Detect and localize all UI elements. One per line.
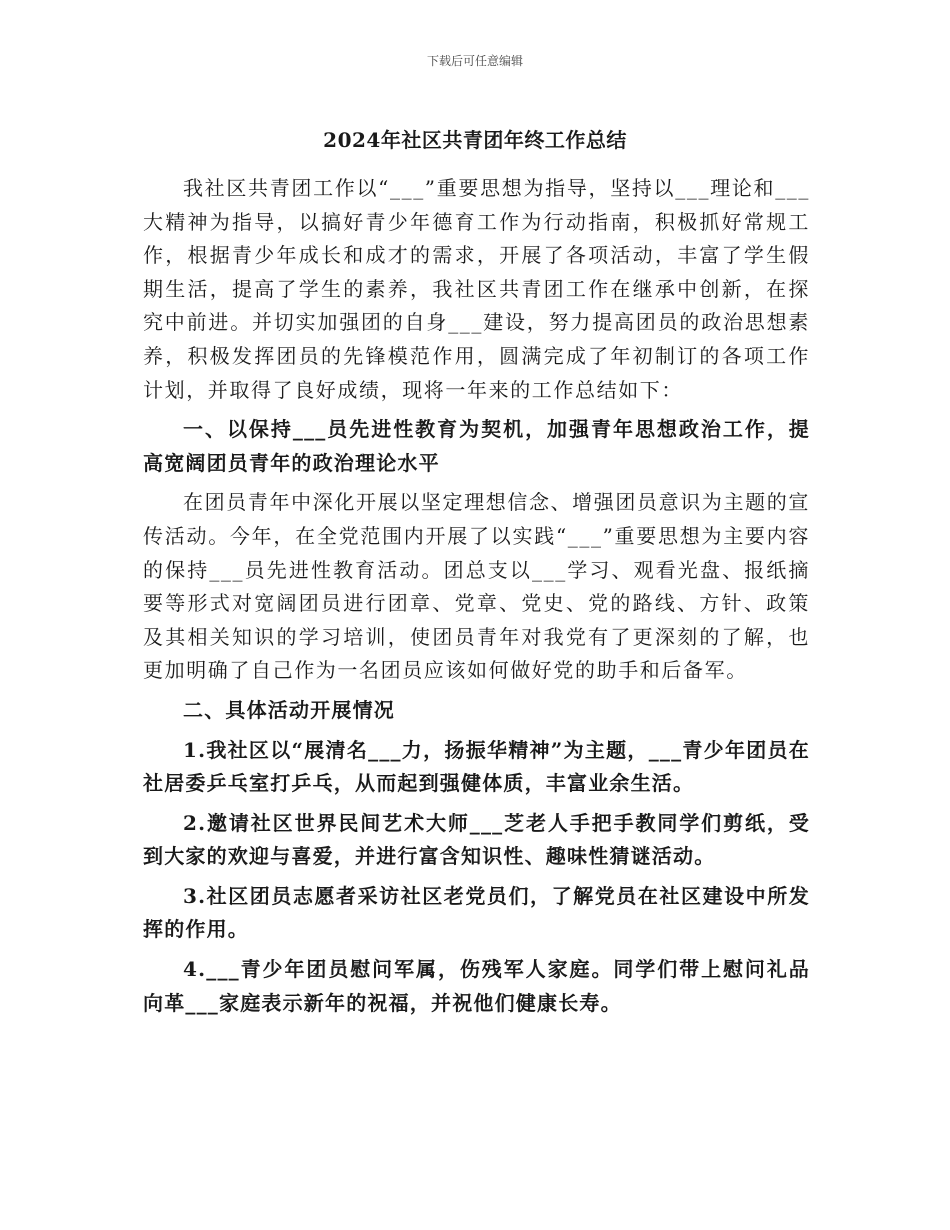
- activity-item-1: 1.我社区以“展清名___力，扬振华精神”为主题，___青少年团员在社居委乒乓室打乒乓，从而起到强健体质，丰富业余生活。: [143, 737, 810, 796]
- section-heading-2: 二、具体活动开展情况: [183, 697, 395, 722]
- document-title: 2024年社区共青团年终工作总结: [323, 128, 627, 152]
- activity-item-3: 3.社区团员志愿者采访社区老党员们，了解党员在社区建设中所发挥的作用。: [143, 883, 810, 942]
- intro-paragraph: 我社区共青团工作以“___”重要思想为指导，坚持以___理论和___大精神为指导，以搞好青少年德育工作为行动指南，积极抓好常规工作，根据青少年成长和成才的需求，开展了各项活动，丰富了学生假期生活，提高了学生的素养，我社区共青团工作在继承中创新，在探究中前进。并切实加强团的自身___建设，努力提高团员的政治思想素养，积极发挥团员的先锋模范作用，圆满完成了年初制订的各项工作计划，并取得了良好成绩，现将一年来的工作总结如下：: [143, 176, 810, 402]
- activity-item-4: 4.___青少年团员慰问军属，伤残军人家庭。同学们带上慰问礼品向革___家庭表示新年的祝福，并祝他们健康长寿。: [143, 957, 810, 1015]
- page-header-note: 下载后可任意编辑: [426, 54, 523, 68]
- section-heading-1: 一、以保持___员先进性教育为契机，加强青年思想政治工作，提高宽阔团员青年的政治理论水平: [143, 417, 810, 475]
- activity-item-2: 2.邀请社区世界民间艺术大师___芝老人手把手教同学们剪纸，受到大家的欢迎与喜爱，并进行富含知识性、趣味性猜谜活动。: [143, 810, 810, 869]
- section-1-paragraph: 在团员青年中深化开展以坚定理想信念、增强团员意识为主题的宣传活动。今年，在全党范围内开展了以实践“___”重要思想为主要内容的保持___员先进性教育活动。团总支以___学习、观看光盘、报纸摘要等形式对宽阔团员进行团章、党章、党史、党的路线、方针、政策及其相关知识的学习培训，使团员青年对我党有了更深刻的了解，也更加明确了自己作为一名团员应该如何做好党的助手和后备军。: [143, 490, 810, 683]
- document-body: [143, 172, 810, 1020]
